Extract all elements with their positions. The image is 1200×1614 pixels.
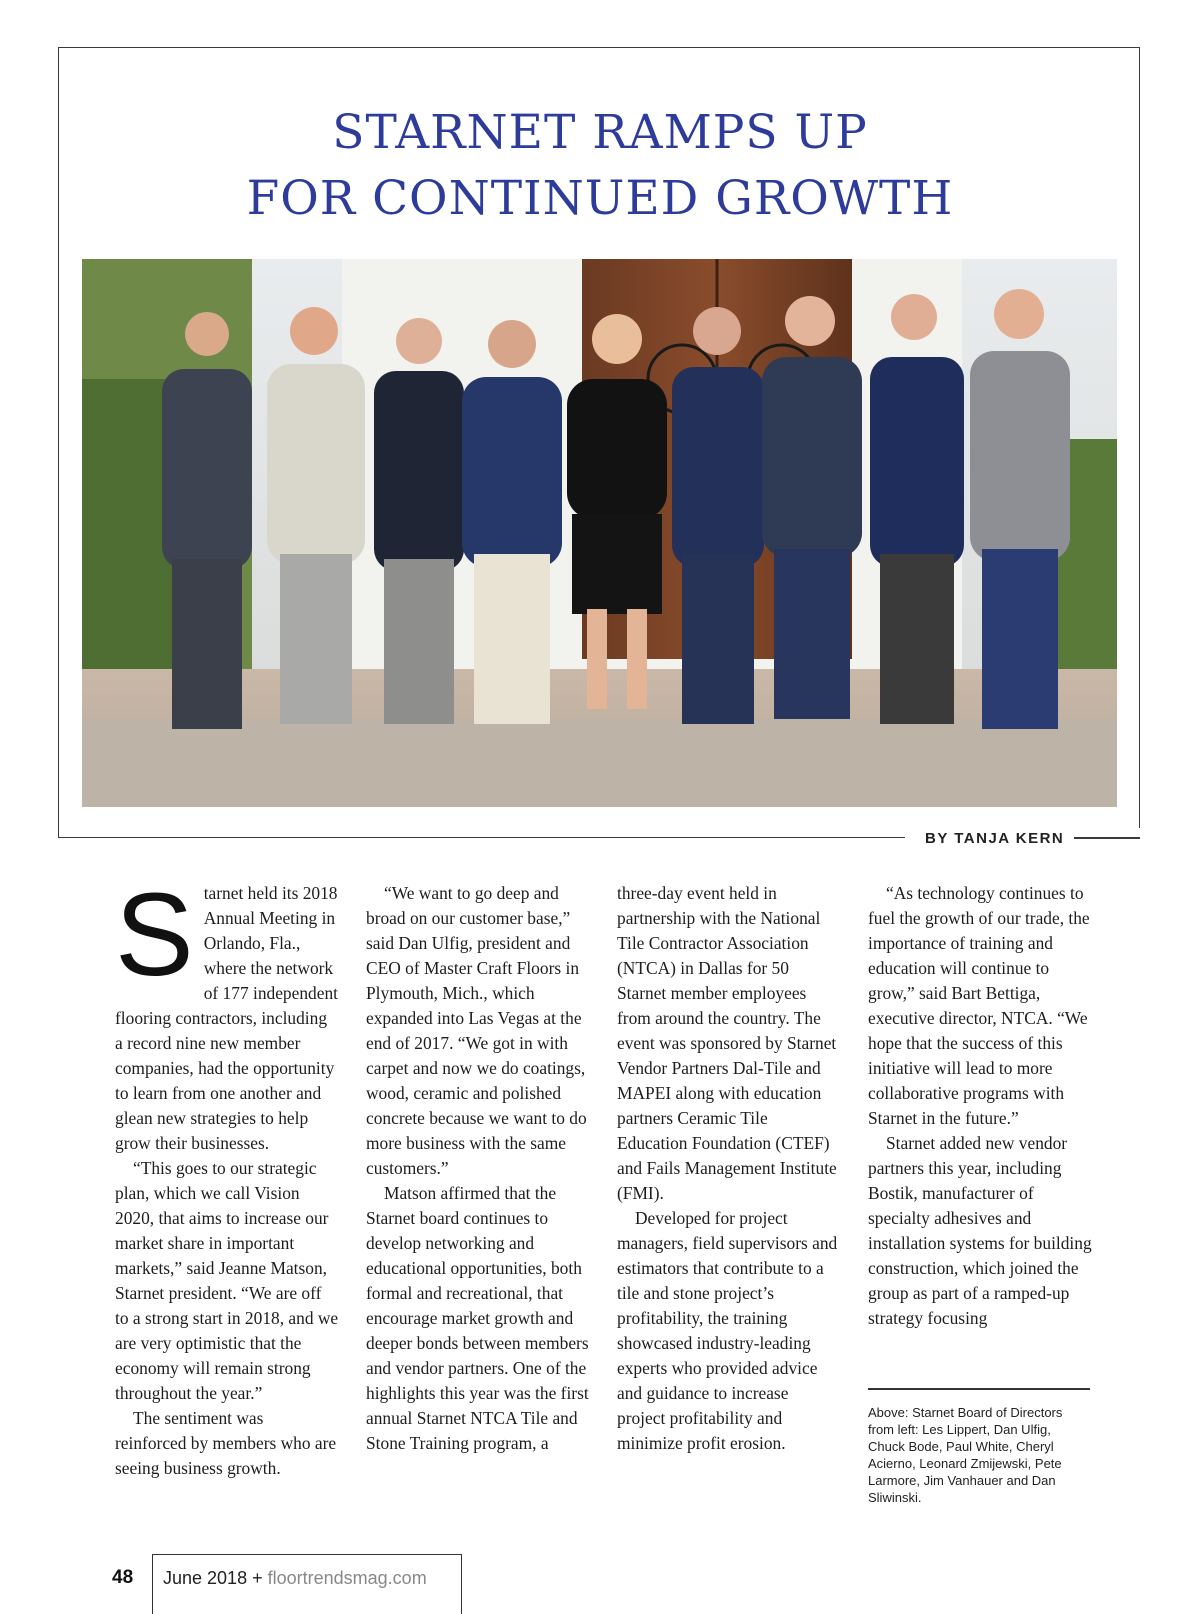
paragraph-text: tarnet held its 2018 Annual Meeting in Orlando, Fla., where the network of 177 independent flooring contractors, including a record nine new member companies, had the opportunity to learn from one another and glean new strategies to help grow their businesses.: [115, 883, 338, 1153]
article-headline: [0, 100, 1200, 232]
article-column-3: [617, 881, 841, 1456]
footer-separator: +: [252, 1568, 263, 1588]
headline-line-1: STARNET RAMPS UP: [332, 105, 868, 160]
photo-caption: Above: Starnet Board of Directors from left: Les Lippert, Dan Ulfig, Chuck Bode, Paul White, Cheryl Acierno, Leonard Zmijewski, Pete Larmore, Jim Vanhauer and Dan Sliwinski.: [868, 1405, 1063, 1505]
page-number: 48: [112, 1567, 134, 1588]
paragraph: Developed for project managers, field supervisors and estimators that contribute to a tile and stone project’s profitability, the training showcased industry-leading experts who provided advice and guidance to increase project profitability and minimize profit erosion.: [617, 1208, 838, 1453]
site-link[interactable]: floortrendsmag.com: [267, 1568, 427, 1588]
caption-rule: [868, 1388, 1090, 1390]
byline-block: [905, 828, 1140, 848]
paragraph: [115, 869, 339, 1156]
paragraph: Starnet added new vendor partners this year, including Bostik, manufacturer of specialty adhesives and installation systems for building construction, which joined the group as part of a ramped-up strategy focusing: [868, 1133, 1092, 1328]
paragraph: The sentiment was reinforced by members who are seeing business growth.: [115, 1408, 337, 1478]
issue-date: June 2018: [163, 1568, 248, 1588]
paragraph: “We want to go deep and broad on our customer base,” said Dan Ulfig, president and CEO of Master Craft Floors in Plymouth, Mich., which expanded into Las Vegas at the end of 2017. “We got in with carpet and now we do coatings, wood, ceramic and polished concrete because we want to do more business with the same customers.”: [366, 883, 587, 1178]
footer-text: [163, 1568, 427, 1589]
paragraph: Matson affirmed that the Starnet board continues to develop networking and educational opportunities, both formal and recreational, that encourage market growth and deeper bonds between members and vendor partners. One of the highlights this year was the first annual Starnet NTCA Tile and Stone Training program, a: [366, 1183, 589, 1453]
paragraph: three-day event held in partnership with the National Tile Contractor Association (NTCA) in Dallas for 50 Starnet member employees from around the country. The event was sponsored by Starnet Vendor Partners Dal-Tile and MAPEI along with education partners Ceramic Tile Education Foundation (CTEF) and Fails Management Institute (FMI).: [617, 883, 837, 1203]
drop-cap: S: [115, 869, 194, 1001]
headline-line-2: FOR CONTINUED GROWTH: [246, 171, 954, 226]
byline-rule: [1074, 837, 1140, 839]
paragraph: “This goes to our strategic plan, which we call Vision 2020, that aims to increase our market share in important markets,” said Jeanne Matson, Starnet president. “We are off to a strong start in 2018, and we are very optimistic that the economy will remain strong throughout the year.”: [115, 1158, 339, 1403]
paragraph: “As technology continues to fuel the growth of our trade, the importance of training and education will continue to grow,” said Bart Bettiga, executive director, NTCA. “We hope that the success of this initiative will lead to more collaborative programs with Starnet in the future.”: [868, 883, 1090, 1128]
byline: BY TANJA KERN: [925, 829, 1065, 847]
article-column-1: [115, 869, 339, 1481]
article-column-2: [366, 881, 590, 1456]
article-column-4: [868, 881, 1092, 1331]
group-photo: [82, 259, 1117, 807]
